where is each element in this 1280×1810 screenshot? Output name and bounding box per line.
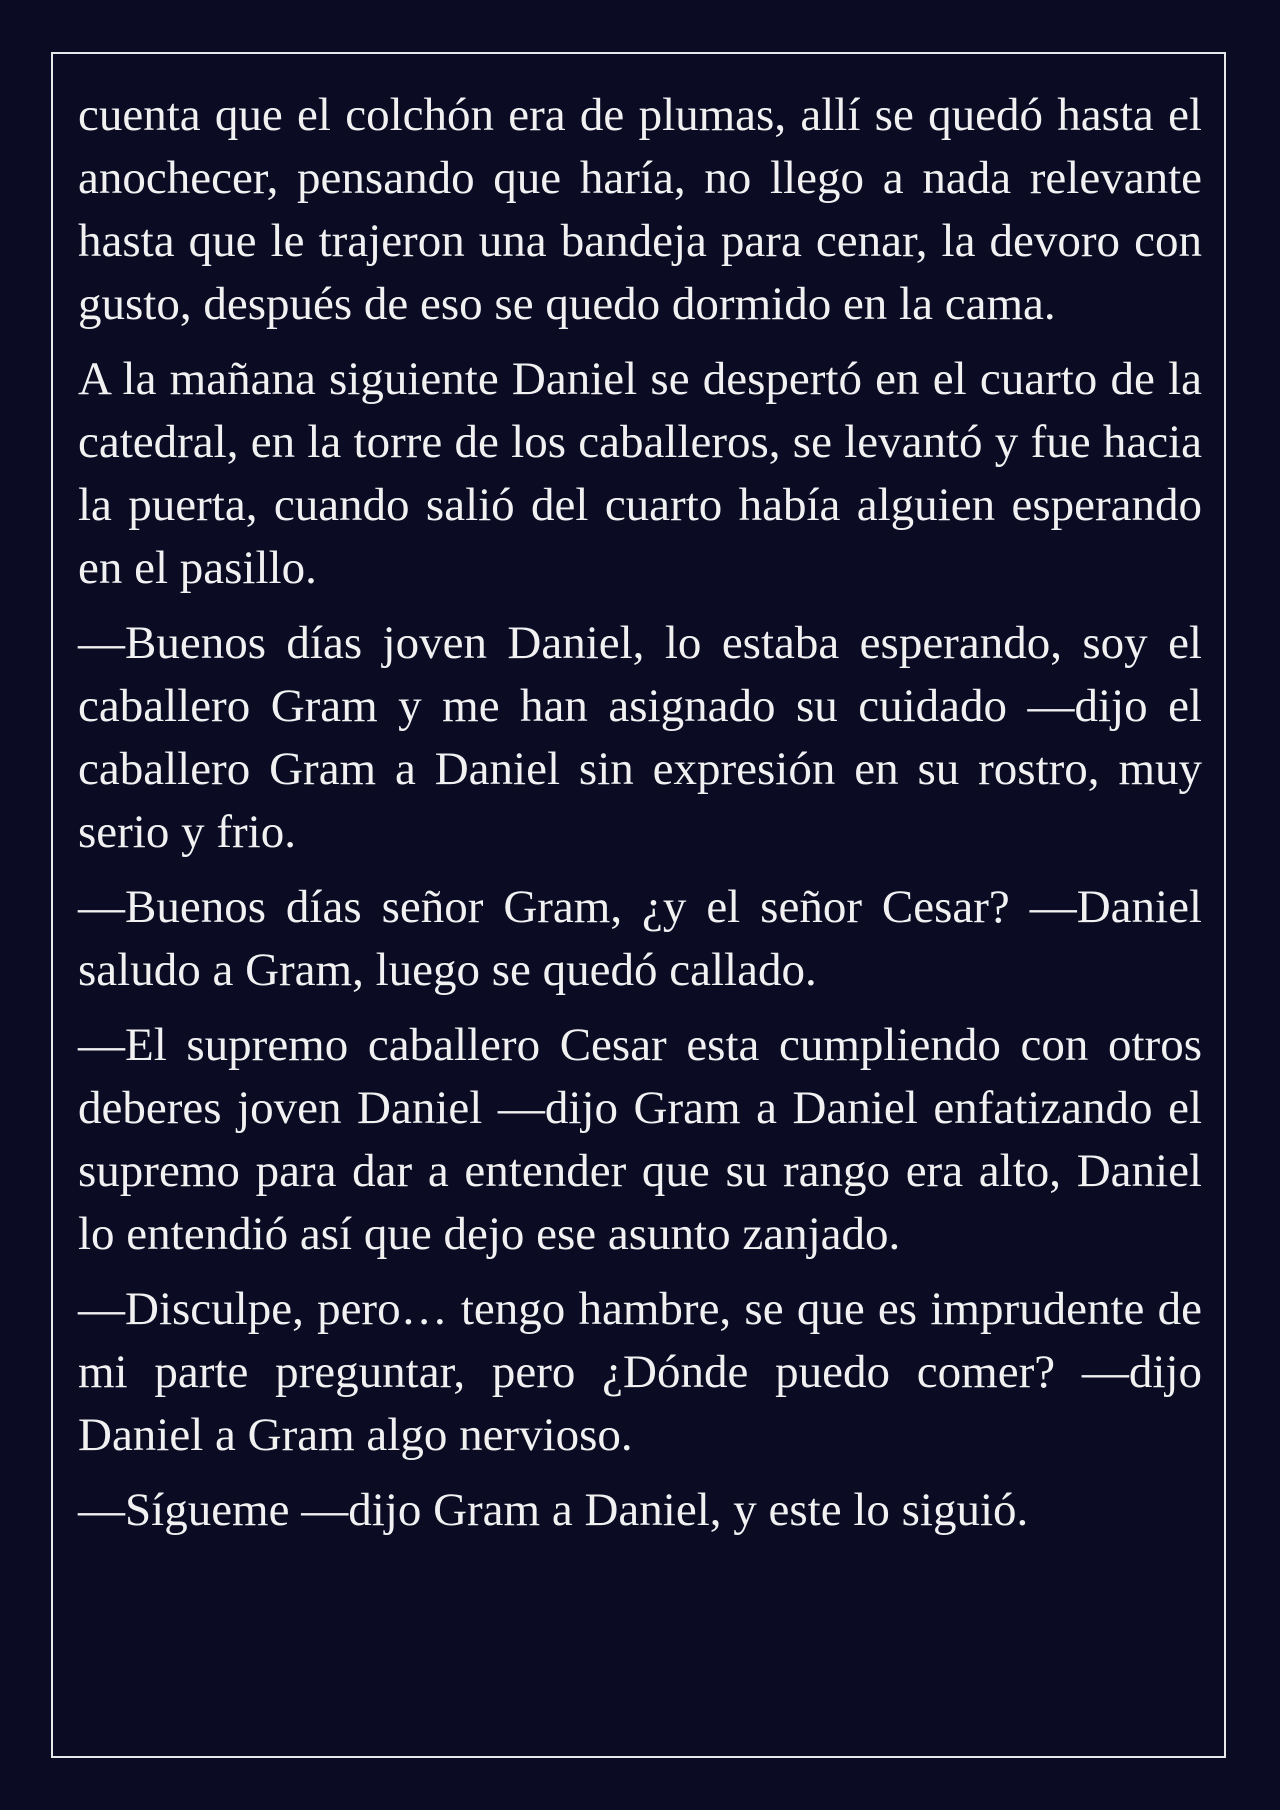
- paragraph: —El supremo caballero Cesar esta cumpliendo con otros deberes joven Daniel —dijo Gram a Daniel enfatizando el supremo para dar a entender que su rango era alto, Daniel lo entendió así que dejo ese asunto zanjado.: [78, 1019, 1202, 1260]
- paragraph: —Buenos días joven Daniel, lo estaba esperando, soy el caballero Gram y me han asignado su cuidado —dijo el caballero Gram a Daniel sin expresión en su rostro, muy serio y frio.: [78, 617, 1202, 858]
- paragraph: cuenta que el colchón era de plumas, allí se quedó hasta el anochecer, pensando que haría, no llego a nada relevante hasta que le trajeron una bandeja para cenar, la devoro con gusto, después de eso se quedo dormido en la cama.: [78, 89, 1202, 330]
- paragraph: —Disculpe, pero… tengo hambre, se que es imprudente de mi parte preguntar, pero ¿Dónde puedo comer? —dijo Daniel a Gram algo nervioso.: [78, 1283, 1202, 1461]
- paragraph: —Sígueme —dijo Gram a Daniel, y este lo siguió.: [78, 1484, 1029, 1536]
- page-text: [78, 84, 1202, 1554]
- paragraph: A la mañana siguiente Daniel se despertó en el cuarto de la catedral, en la torre de los caballeros, se levantó y fue hacia la puerta, cuando salió del cuarto había alguien esperando en el pasillo.: [78, 353, 1202, 594]
- paragraph: —Buenos días señor Gram, ¿y el señor Cesar? —Daniel saludo a Gram, luego se quedó callado.: [78, 881, 1202, 996]
